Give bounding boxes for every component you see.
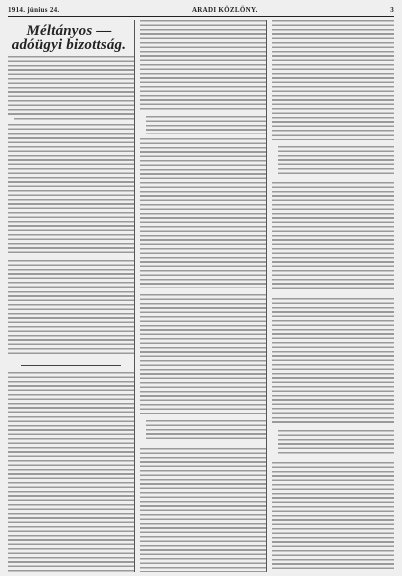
- text-block: [8, 124, 134, 254]
- column-left: [8, 20, 135, 572]
- text-block: [8, 56, 134, 116]
- column-middle: [140, 20, 267, 572]
- text-block: [140, 448, 266, 572]
- page-header: [8, 6, 394, 17]
- text-block: [278, 146, 394, 176]
- newspaper-title: ARADI KÖZLÖNY.: [191, 6, 258, 14]
- article-headline: Méltányos — adóügyi bizottság.: [11, 23, 127, 53]
- issue-date: 1914. június 24.: [8, 6, 60, 14]
- text-block: [272, 462, 394, 572]
- text-block: [140, 138, 266, 288]
- text-block: [140, 20, 266, 110]
- page-number: 3: [390, 6, 394, 14]
- text-block: [278, 430, 394, 456]
- article-columns: [8, 20, 394, 572]
- text-block: [8, 260, 134, 356]
- text-block: [8, 372, 134, 572]
- text-block: [146, 116, 266, 134]
- text-block: [272, 298, 394, 424]
- text-block: [14, 118, 134, 122]
- text-block: [272, 20, 394, 140]
- column-right: [272, 20, 394, 572]
- text-block: [272, 182, 394, 292]
- section-divider: [21, 365, 122, 366]
- text-block: [146, 420, 266, 442]
- text-block: [140, 294, 266, 414]
